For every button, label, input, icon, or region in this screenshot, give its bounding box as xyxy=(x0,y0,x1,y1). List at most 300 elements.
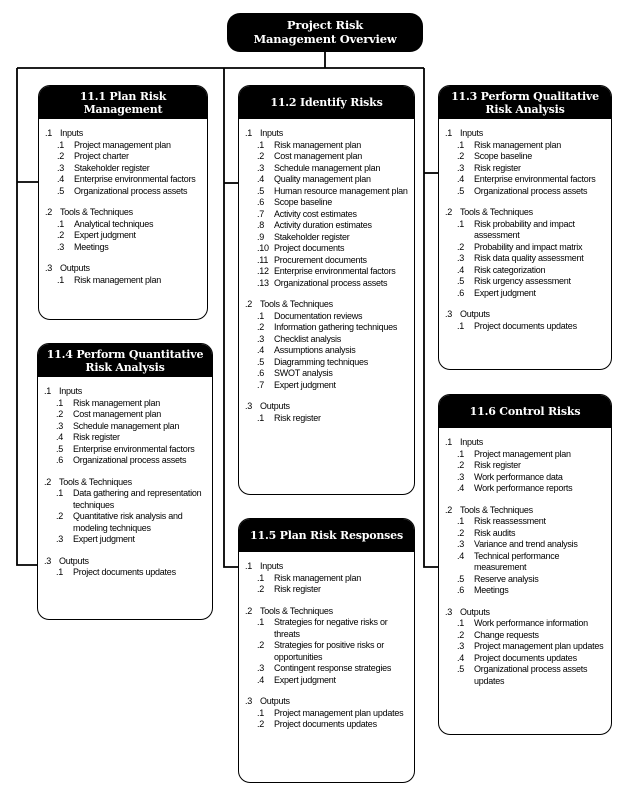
section-item xyxy=(257,220,412,232)
item-text: Reserve analysis xyxy=(474,573,539,584)
item-text: Quantitative risk analysis and modeling techniques xyxy=(73,511,183,533)
section-heading xyxy=(45,128,205,140)
item-number: .2 xyxy=(57,151,65,161)
item-text: Expert judgment xyxy=(474,287,536,298)
process-header-11-1 xyxy=(39,86,207,119)
process-header-11-6 xyxy=(439,395,611,428)
item-number: .4 xyxy=(457,652,465,663)
item-number: .1 xyxy=(457,448,465,459)
item-number: .3 xyxy=(57,162,65,173)
item-text: Enterprise environmental factors xyxy=(74,174,196,184)
item-text: Tools & Techniques xyxy=(460,207,533,217)
section-item xyxy=(457,219,609,242)
item-text: Project management plan updates xyxy=(274,707,404,718)
process-title-line1: 11.4 Perform Quantitative xyxy=(46,347,204,361)
item-text: Risk data quality assessment xyxy=(474,253,584,263)
section-item xyxy=(257,266,412,278)
item-text: Inputs xyxy=(460,437,484,447)
item-text: Risk register xyxy=(474,162,521,173)
section-heading xyxy=(45,207,205,219)
section-item xyxy=(457,539,609,551)
process-section xyxy=(445,128,609,197)
connector-left-rail xyxy=(17,68,37,565)
item-text: Stakeholder register xyxy=(74,162,150,173)
item-number: .1 xyxy=(457,516,465,526)
item-text: Organizational process assets xyxy=(73,455,187,465)
item-number: .9 xyxy=(257,231,265,242)
process-box-11-5 xyxy=(238,518,415,783)
item-number: .4 xyxy=(457,550,465,561)
item-text: Expert judgment xyxy=(74,230,136,240)
item-number: .3 xyxy=(457,471,465,482)
item-text: Project management plan xyxy=(474,448,571,459)
item-number: .1 xyxy=(245,561,253,571)
item-text: Technical performance measurement xyxy=(474,550,560,572)
item-number: .5 xyxy=(457,185,465,196)
section-item xyxy=(56,455,210,467)
item-text: Risk categorization xyxy=(474,264,546,275)
item-number: .4 xyxy=(457,174,465,184)
item-text: Schedule management plan xyxy=(73,420,180,431)
item-text: SWOT analysis xyxy=(274,368,333,378)
item-number: .11 xyxy=(257,254,269,265)
process-box-11-2 xyxy=(238,85,415,495)
item-number: .3 xyxy=(44,555,52,566)
item-number: .1 xyxy=(257,139,265,150)
item-number: .2 xyxy=(44,476,52,487)
process-header-11-2 xyxy=(239,86,414,119)
section-item xyxy=(257,278,412,290)
item-number: .3 xyxy=(445,606,453,617)
process-body-11-5 xyxy=(239,552,414,735)
item-number: .5 xyxy=(457,664,465,674)
item-number: .1 xyxy=(257,412,265,423)
section-item xyxy=(257,675,412,687)
item-number: .2 xyxy=(245,605,253,616)
section-item xyxy=(57,140,205,152)
item-text: Risk management plan xyxy=(74,274,162,285)
item-text: Outputs xyxy=(59,555,89,566)
process-title-line1: 11.5 Plan Risk Responses xyxy=(250,529,403,542)
item-number: .1 xyxy=(445,128,453,138)
section-item xyxy=(57,186,205,198)
section-item xyxy=(257,174,412,186)
item-text: Work performance reports xyxy=(474,483,573,493)
item-number: .2 xyxy=(245,299,253,309)
item-text: Risk management plan xyxy=(474,139,562,150)
process-header-11-4 xyxy=(38,344,212,377)
section-heading xyxy=(445,437,609,449)
process-body-11-4 xyxy=(38,377,212,583)
overview-title-line2: Management Overview xyxy=(253,31,397,46)
item-text: Activity duration estimates xyxy=(274,220,372,230)
item-number: .2 xyxy=(257,322,265,332)
section-item xyxy=(56,444,210,456)
section-item xyxy=(56,398,210,410)
item-number: .1 xyxy=(56,397,64,408)
section-item xyxy=(56,432,210,444)
item-text: Outputs xyxy=(460,606,490,617)
item-number: .2 xyxy=(257,719,265,729)
section-item xyxy=(457,653,609,665)
item-number: .6 xyxy=(457,585,465,595)
section-item xyxy=(257,163,412,175)
item-text: Project documents updates xyxy=(474,652,577,663)
section-heading xyxy=(445,207,609,219)
item-number: .1 xyxy=(457,218,465,229)
section-item xyxy=(56,511,210,534)
item-number: .3 xyxy=(257,162,265,173)
item-number: .2 xyxy=(457,460,465,470)
item-text: Enterprise environmental factors xyxy=(474,174,596,184)
item-number: .1 xyxy=(257,707,265,718)
item-number: .1 xyxy=(257,572,265,583)
item-text: Strategies for positive risks or opportunities xyxy=(274,640,385,662)
section-item xyxy=(57,163,205,175)
item-number: .3 xyxy=(56,534,64,544)
section-item xyxy=(457,242,609,254)
item-number: .3 xyxy=(56,420,64,431)
section-heading xyxy=(44,477,210,489)
item-number: .3 xyxy=(57,241,65,252)
section-item xyxy=(257,140,412,152)
item-number: .5 xyxy=(57,185,65,196)
item-text: Checklist analysis xyxy=(274,333,342,344)
process-section xyxy=(45,128,205,197)
section-item xyxy=(457,288,609,300)
section-item xyxy=(457,253,609,265)
item-text: Diagramming techniques xyxy=(274,356,369,367)
section-item xyxy=(56,409,210,421)
section-heading xyxy=(44,386,210,398)
section-item xyxy=(56,567,210,579)
item-text: Information gathering techniques xyxy=(274,322,398,332)
item-text: Project documents updates xyxy=(274,719,377,729)
item-number: .4 xyxy=(257,674,265,685)
item-number: .2 xyxy=(56,409,64,419)
section-item xyxy=(56,534,210,546)
section-item xyxy=(257,311,412,323)
item-number: .2 xyxy=(457,629,465,640)
section-item xyxy=(56,488,210,511)
item-number: .1 xyxy=(457,618,465,628)
item-text: Meetings xyxy=(474,585,509,595)
section-heading xyxy=(445,607,609,619)
section-item xyxy=(457,528,609,540)
item-text: Risk reassessment xyxy=(474,516,546,526)
section-item xyxy=(257,197,412,209)
section-item xyxy=(457,641,609,653)
item-number: .5 xyxy=(457,276,465,286)
item-number: .2 xyxy=(457,151,465,161)
section-heading xyxy=(245,299,412,311)
item-number: .3 xyxy=(45,263,53,273)
item-text: Outputs xyxy=(260,696,290,706)
process-section xyxy=(445,309,609,332)
item-text: Risk probability and impact assessment xyxy=(474,218,575,240)
section-item xyxy=(457,630,609,642)
item-text: Outputs xyxy=(60,263,90,273)
item-number: .3 xyxy=(245,696,253,706)
process-title-line1: 11.6 Control Risks xyxy=(469,405,581,418)
item-number: .1 xyxy=(45,128,53,138)
connector-right-rail xyxy=(424,68,438,567)
item-number: .3 xyxy=(257,333,265,344)
item-text: Inputs xyxy=(60,128,84,138)
process-title-line1: 11.2 Identify Risks xyxy=(270,96,383,109)
section-item xyxy=(457,472,609,484)
section-item xyxy=(257,380,412,392)
item-number: .13 xyxy=(257,277,269,288)
item-text: Schedule management plan xyxy=(274,162,381,173)
section-item xyxy=(457,151,609,163)
item-number: .3 xyxy=(457,253,465,263)
process-title-line2: Risk Analysis xyxy=(485,102,565,116)
section-item xyxy=(257,243,412,255)
process-body-11-2 xyxy=(239,119,414,428)
item-text: Documentation reviews xyxy=(274,310,363,321)
item-text: Risk register xyxy=(73,432,120,442)
item-text: Scope baseline xyxy=(474,151,533,161)
item-text: Inputs xyxy=(460,128,484,138)
item-text: Tools & Techniques xyxy=(59,476,132,487)
section-item xyxy=(457,618,609,630)
section-item xyxy=(457,551,609,574)
item-text: Enterprise environmental factors xyxy=(274,266,396,276)
item-text: Risk audits xyxy=(474,527,516,538)
item-number: .4 xyxy=(457,264,465,275)
item-number: .1 xyxy=(457,320,465,331)
section-item xyxy=(57,275,205,287)
process-section xyxy=(44,386,210,467)
item-text: Scope baseline xyxy=(274,197,333,207)
item-text: Expert judgment xyxy=(274,379,336,390)
item-number: .5 xyxy=(257,185,265,196)
section-item xyxy=(57,230,205,242)
section-item xyxy=(257,413,412,425)
item-number: .6 xyxy=(457,287,465,298)
section-item xyxy=(257,640,412,663)
overview-title-line1: Project Risk xyxy=(286,18,364,32)
item-text: Risk management plan xyxy=(73,397,161,408)
process-title-line1: 11.3 Perform Qualitative xyxy=(451,89,599,103)
item-text: Quality management plan xyxy=(274,174,371,184)
process-header-11-3 xyxy=(439,86,611,119)
process-section xyxy=(445,607,609,688)
item-text: Risk management plan xyxy=(274,572,362,583)
section-heading xyxy=(445,505,609,517)
section-item xyxy=(257,232,412,244)
process-section xyxy=(45,263,205,286)
section-item xyxy=(457,321,609,333)
process-section xyxy=(245,401,412,424)
item-number: .1 xyxy=(257,310,265,321)
item-text: Tools & Techniques xyxy=(60,207,133,217)
item-number: .1 xyxy=(56,567,64,577)
item-text: Inputs xyxy=(260,561,284,571)
item-number: .1 xyxy=(457,139,465,150)
section-item xyxy=(56,421,210,433)
process-title-line2: Risk Analysis xyxy=(85,360,165,374)
item-number: .2 xyxy=(257,151,265,161)
section-item xyxy=(257,255,412,267)
item-text: Tools & Techniques xyxy=(260,605,333,616)
process-box-11-3 xyxy=(438,85,612,370)
item-number: .1 xyxy=(245,128,253,138)
item-number: .7 xyxy=(257,208,265,219)
item-number: .10 xyxy=(257,243,269,253)
item-text: Inputs xyxy=(59,386,83,396)
item-number: .4 xyxy=(457,483,465,493)
item-text: Assumptions analysis xyxy=(274,345,356,355)
process-box-11-6 xyxy=(438,394,612,735)
item-text: Organizational process assets updates xyxy=(474,664,588,686)
section-item xyxy=(457,265,609,277)
item-number: .4 xyxy=(257,174,265,184)
item-number: .1 xyxy=(57,274,65,285)
section-item xyxy=(257,617,412,640)
item-number: .6 xyxy=(257,197,265,207)
item-text: Project charter xyxy=(74,151,129,161)
process-box-11-1 xyxy=(38,85,208,320)
item-text: Cost management plan xyxy=(73,409,162,419)
item-text: Analytical techniques xyxy=(74,218,154,229)
item-text: Activity cost estimates xyxy=(274,208,357,219)
item-number: .1 xyxy=(44,386,52,396)
item-text: Procurement documents xyxy=(274,254,367,265)
item-text: Cost management plan xyxy=(274,151,363,161)
item-text: Meetings xyxy=(74,241,109,252)
item-number: .1 xyxy=(57,139,65,150)
item-text: Risk urgency assessment xyxy=(474,276,571,286)
process-body-11-6 xyxy=(439,428,611,691)
item-number: .2 xyxy=(457,241,465,252)
item-text: Enterprise environmental factors xyxy=(73,443,195,454)
section-item xyxy=(457,574,609,586)
item-text: Risk register xyxy=(274,412,321,423)
item-number: .2 xyxy=(445,504,453,515)
item-text: Organizational process assets xyxy=(474,185,588,196)
item-number: .3 xyxy=(245,401,253,411)
item-number: .4 xyxy=(57,174,65,184)
section-heading xyxy=(245,401,412,413)
section-item xyxy=(57,219,205,231)
item-number: .5 xyxy=(457,573,465,584)
section-item xyxy=(257,345,412,357)
section-item xyxy=(457,276,609,288)
section-heading xyxy=(245,128,412,140)
item-number: .2 xyxy=(457,527,465,538)
item-number: .4 xyxy=(56,432,64,442)
section-item xyxy=(57,174,205,186)
section-item xyxy=(257,357,412,369)
section-item xyxy=(257,663,412,675)
item-text: Contingent response strategies xyxy=(274,663,392,673)
item-text: Project documents updates xyxy=(474,320,577,331)
process-title-line1: 11.1 Plan Risk xyxy=(79,89,167,103)
section-item xyxy=(457,140,609,152)
item-number: .3 xyxy=(457,162,465,173)
process-section xyxy=(445,437,609,495)
section-item xyxy=(257,209,412,221)
process-section xyxy=(245,299,412,391)
section-item xyxy=(457,174,609,186)
section-item xyxy=(257,186,412,198)
section-heading xyxy=(245,561,412,573)
item-text: Work performance information xyxy=(474,618,588,628)
item-text: Organizational process assets xyxy=(74,185,188,196)
item-text: Project documents updates xyxy=(73,567,176,577)
item-number: .7 xyxy=(257,379,265,390)
section-item xyxy=(457,585,609,597)
item-text: Variance and trend analysis xyxy=(474,539,578,549)
item-number: .2 xyxy=(56,511,64,521)
section-item xyxy=(457,516,609,528)
item-number: .2 xyxy=(257,584,265,594)
section-heading xyxy=(445,309,609,321)
process-section xyxy=(245,561,412,596)
item-text: Organizational process assets xyxy=(274,277,388,288)
item-number: .3 xyxy=(445,309,453,319)
item-text: Tools & Techniques xyxy=(460,504,533,515)
item-text: Probability and impact matrix xyxy=(474,241,583,252)
section-item xyxy=(257,334,412,346)
section-item xyxy=(257,573,412,585)
item-text: Tools & Techniques xyxy=(260,299,333,309)
process-section xyxy=(245,128,412,289)
item-number: .3 xyxy=(457,539,465,549)
item-text: Project documents xyxy=(274,243,345,253)
section-item xyxy=(257,151,412,163)
item-number: .1 xyxy=(57,218,65,229)
process-section xyxy=(44,477,210,546)
section-item xyxy=(457,163,609,175)
item-text: Change requests xyxy=(474,629,539,640)
item-text: Risk register xyxy=(474,460,521,470)
process-section xyxy=(245,606,412,687)
section-heading xyxy=(445,128,609,140)
item-text: Human resource management plan xyxy=(274,185,408,196)
section-item xyxy=(257,708,412,720)
item-number: .5 xyxy=(257,356,265,367)
item-number: .2 xyxy=(45,207,53,217)
section-item xyxy=(57,151,205,163)
item-number: .3 xyxy=(257,663,265,673)
section-item xyxy=(457,483,609,495)
process-box-11-4 xyxy=(37,343,213,620)
item-number: .4 xyxy=(257,345,265,355)
item-text: Project management plan xyxy=(74,139,171,150)
process-section xyxy=(445,207,609,299)
section-item xyxy=(457,664,609,687)
section-item xyxy=(257,584,412,596)
process-section xyxy=(445,505,609,597)
item-number: .5 xyxy=(56,443,64,454)
item-text: Outputs xyxy=(460,309,490,319)
section-item xyxy=(257,719,412,731)
item-number: .2 xyxy=(57,230,65,240)
item-text: Risk management plan xyxy=(274,139,362,150)
overview-title-box xyxy=(227,13,423,52)
item-number: .3 xyxy=(457,641,465,651)
section-heading xyxy=(245,696,412,708)
process-section xyxy=(44,556,210,579)
item-text: Expert judgment xyxy=(274,674,336,685)
item-text: Work performance data xyxy=(474,471,563,482)
item-text: Expert judgment xyxy=(73,534,135,544)
item-text: Data gathering and representation techniques xyxy=(73,488,202,510)
item-number: .12 xyxy=(257,266,269,276)
